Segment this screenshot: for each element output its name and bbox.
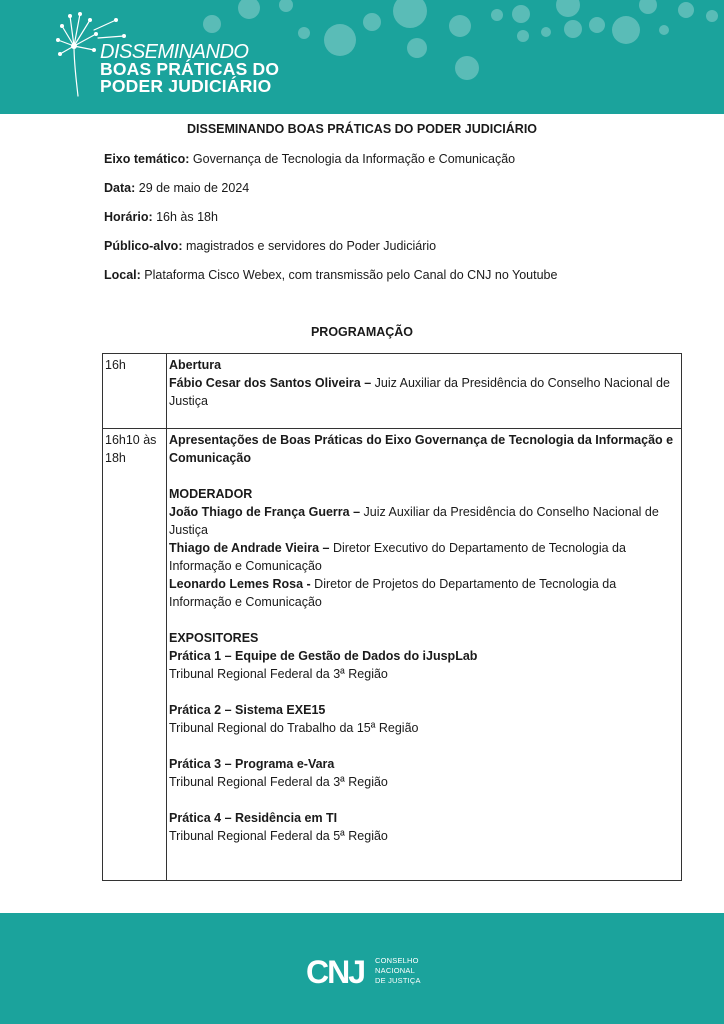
practice-title: Prática 3 – Programa e-Vara [169, 757, 335, 771]
cnj-logo-mark: CNJ [306, 954, 365, 987]
document-title: DISSEMINANDO BOAS PRÁTICAS DO PODER JUDICIÁRIO [186, 122, 538, 136]
practice-title: Prática 4 – Residência em TI [169, 811, 338, 825]
table-row [103, 429, 682, 881]
schedule-table [102, 353, 682, 881]
info-label: Eixo temático: [104, 152, 190, 166]
moderator-item [169, 503, 679, 539]
moderator-role: Diretor Executivo do Departamento de Tecnologia da Informação e Comunicação [169, 541, 626, 573]
content-cell [167, 429, 682, 881]
info-eixo-tematico [104, 152, 515, 166]
cnj-logo-icon [306, 953, 370, 987]
info-value: magistrados e servidores do Poder Judiciário [182, 239, 437, 253]
practice-org: Tribunal Regional Federal da 5ª Região [169, 829, 388, 843]
cnj-line-3: DE JUSTIÇA [375, 976, 421, 985]
header-banner [0, 0, 724, 114]
info-value: Governança de Tecnologia da Informação e Comunicação [189, 152, 516, 166]
practice-org: Tribunal Regional do Trabalho da 15ª Região [169, 721, 419, 735]
info-horario [104, 210, 218, 224]
info-label: Data: [104, 181, 136, 195]
info-publico-alvo [104, 239, 436, 253]
moderator-name: Leonardo Lemes Rosa - [169, 577, 311, 591]
practice-title: Prática 2 – Sistema EXE15 [169, 703, 326, 717]
expositores-title: EXPOSITORES [169, 631, 259, 645]
info-label: Horário: [104, 210, 153, 224]
moderator-item [169, 539, 679, 575]
content-cell [167, 354, 682, 429]
speaker-role: Juiz Auxiliar da Presidência do Conselho Nacional de Justiça [169, 376, 670, 408]
info-local [104, 268, 557, 282]
row-heading: Apresentações de Boas Práticas do Eixo Governança de Tecnologia da Informação e Comunicação [169, 433, 674, 465]
brand-line-3: PODER JUDICIÁRIO [100, 76, 272, 96]
cnj-logo-text [375, 956, 421, 986]
moderator-role: Juiz Auxiliar da Presidência do Conselho Nacional de Justiça [169, 505, 659, 537]
info-label: Local: [104, 268, 141, 282]
brand-line-1: DISSEMINANDO [100, 41, 249, 63]
row-heading: Abertura [169, 358, 222, 372]
moderator-name: Thiago de Andrade Vieira – [169, 541, 330, 555]
table-row [103, 354, 682, 429]
info-label: Público-alvo: [104, 239, 183, 253]
time-cell: 16h10 às 18h [103, 429, 167, 881]
speaker-name: Fábio Cesar dos Santos Oliveira – [169, 376, 372, 390]
info-value: 29 de maio de 2024 [135, 181, 250, 195]
moderator-role: Diretor de Projetos do Departamento de Tecnologia da Informação e Comunicação [169, 577, 617, 609]
moderator-name: João Thiago de França Guerra – [169, 505, 361, 519]
brand-logo-text [100, 42, 279, 95]
practice-org: Tribunal Regional Federal da 3ª Região [169, 667, 388, 681]
moderator-item [169, 575, 679, 611]
time-cell: 16h [103, 354, 167, 429]
info-data [104, 181, 249, 195]
info-value: Plataforma Cisco Webex, com transmissão pelo Canal do CNJ no Youtube [140, 268, 558, 282]
brand-line-2: BOAS PRÁTICAS DO [100, 59, 280, 79]
speaker [169, 376, 670, 408]
practice-org: Tribunal Regional Federal da 3ª Região [169, 775, 388, 789]
programacao-title: PROGRAMAÇÃO [310, 325, 414, 339]
practice-title: Prática 1 – Equipe de Gestão de Dados do iJuspLab [169, 649, 478, 663]
cnj-line-2: NACIONAL [375, 966, 415, 975]
moderator-title: MODERADOR [169, 487, 253, 501]
cnj-line-1: CONSELHO [375, 956, 419, 965]
info-value: 16h às 18h [152, 210, 218, 224]
